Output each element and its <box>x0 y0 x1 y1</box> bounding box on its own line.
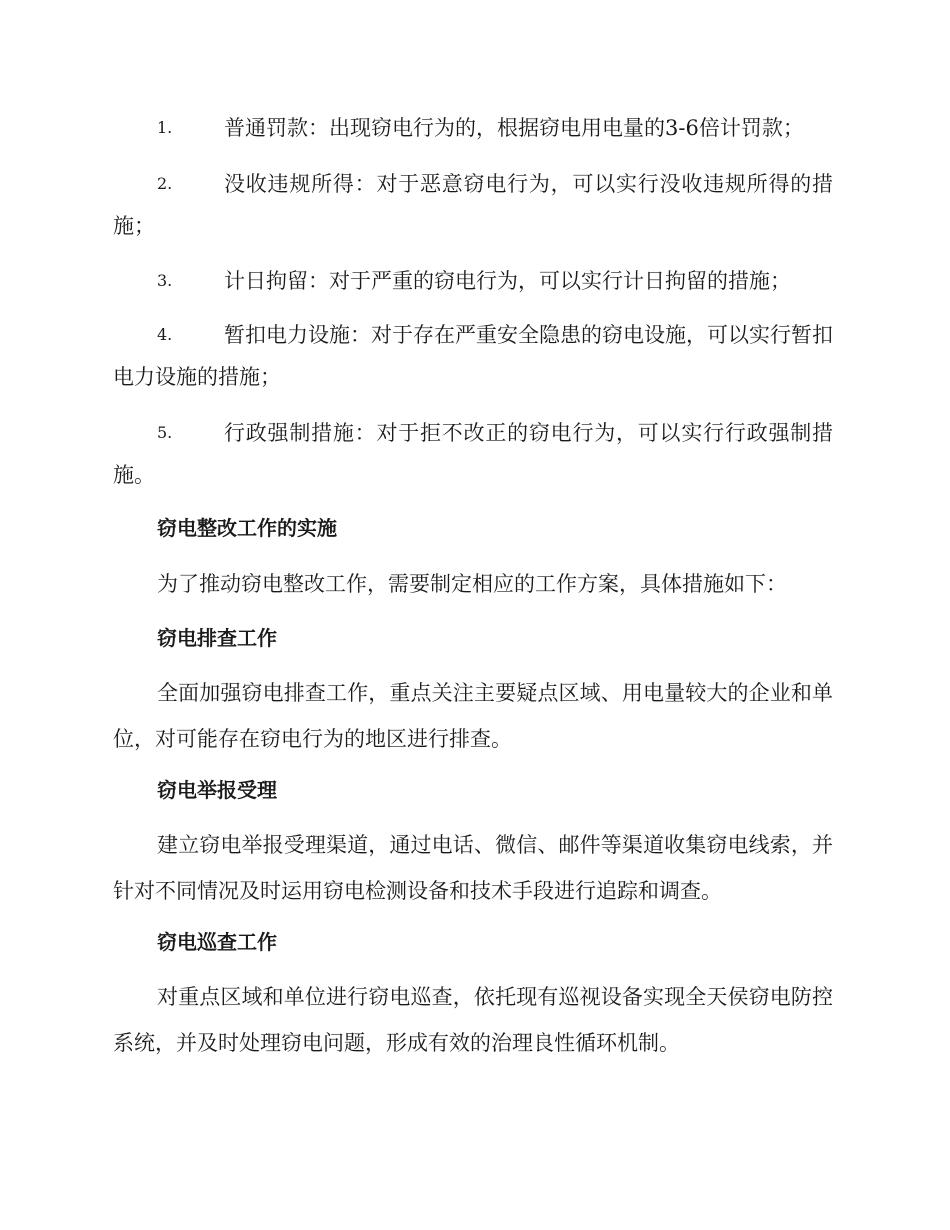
list-number: 5. <box>157 423 173 442</box>
subsection-body-1: 全面加强窃电排查工作，重点关注主要疑点区域、用电量较大的企业和单位，对可能存在窃电行为的地区进行排查。 <box>113 681 833 751</box>
subsection-body-2: 建立窃电举报受理渠道，通过电话、微信、邮件等渠道收集窃电线索，并针对不同情况及时运用窃电检测设备和技术手段进行追踪和调查。 <box>113 833 833 903</box>
subsection-body-3: 对重点区域和单位进行窃电巡查，依托现有巡视设备实现全天侯窃电防控系统，并及时处理窃电问题，形成有效的治理良性循环机制。 <box>113 985 833 1055</box>
list-number: 1. <box>157 118 173 137</box>
list-text: 普通罚款：出现窃电行为的，根据窃电用电量的3-6倍计罚款； <box>224 116 804 140</box>
list-item-5 <box>113 412 833 496</box>
list-number: 4. <box>157 325 173 344</box>
list-item-4 <box>113 314 833 398</box>
list-text: 行政强制措施：对于拒不改正的窃电行为，可以实行行政强制措施。 <box>113 421 833 487</box>
list-item-3 <box>113 260 833 302</box>
list-item-2 <box>113 163 833 247</box>
list-text: 暂扣电力设施：对于存在严重安全隐患的窃电设施，可以实行暂扣电力设施的措施； <box>113 323 833 389</box>
list-item-1 <box>113 107 833 149</box>
subsection-heading-3: 窃电巡查工作 <box>157 930 277 954</box>
subsection-heading-1: 窃电排查工作 <box>157 626 277 650</box>
list-number: 2. <box>157 174 173 193</box>
section-heading: 窃电整改工作的实施 <box>157 516 337 540</box>
list-text: 计日拘留：对于严重的窃电行为，可以实行计日拘留的措施； <box>224 269 791 293</box>
intro-paragraph: 为了推动窃电整改工作，需要制定相应的工作方案，具体措施如下： <box>157 572 787 596</box>
list-text: 没收违规所得：对于恶意窃电行为，可以实行没收违规所得的措施； <box>113 172 833 238</box>
list-number: 3. <box>157 271 173 290</box>
subsection-heading-2: 窃电举报受理 <box>157 778 277 802</box>
